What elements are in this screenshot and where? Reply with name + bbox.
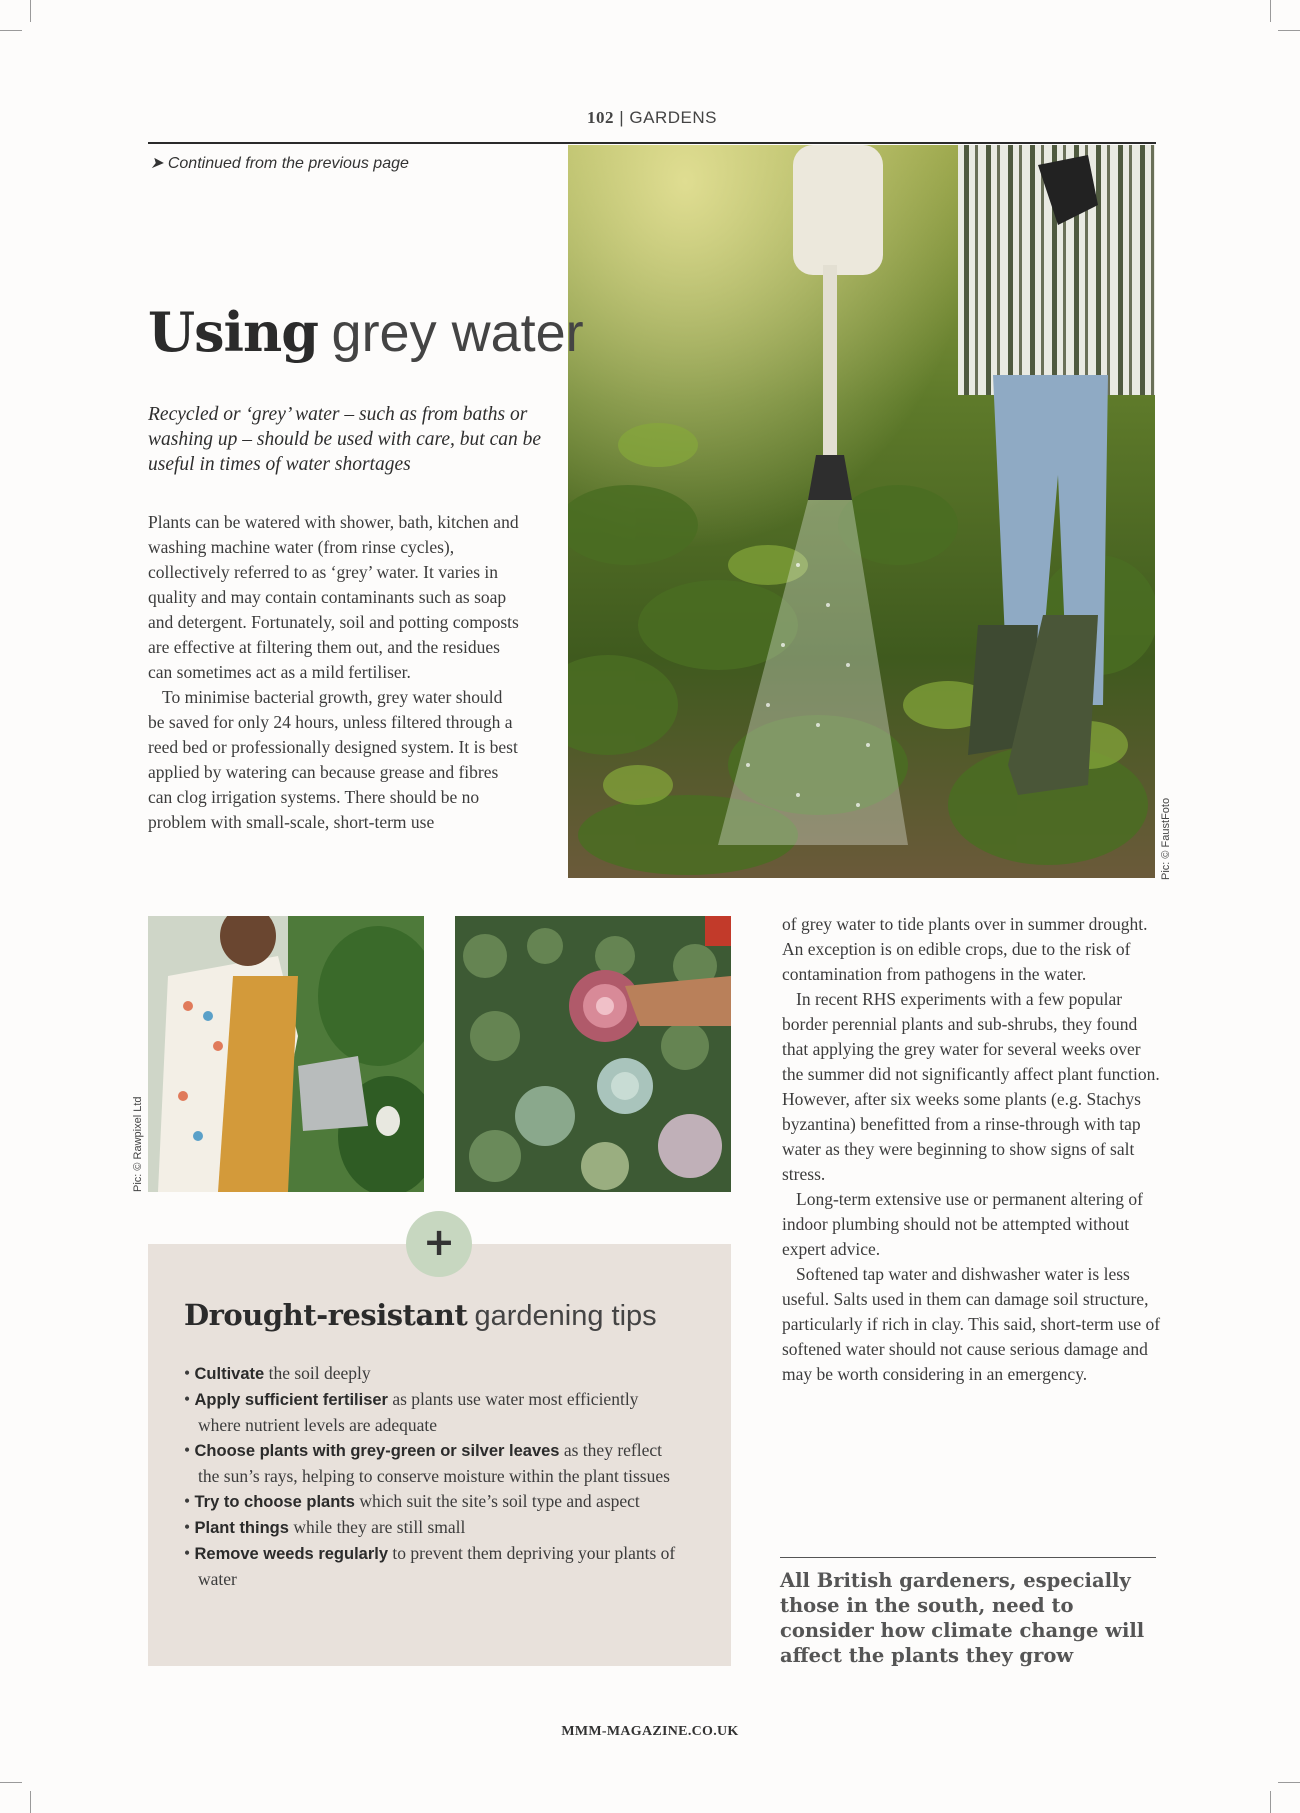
tips-heading-bold: Drought-resistant	[184, 1298, 468, 1332]
header-rule	[148, 142, 1156, 144]
tip-bold: Cultivate	[194, 1365, 265, 1383]
tip-text: the soil deeply	[264, 1363, 371, 1383]
crop-mark	[1278, 1782, 1300, 1783]
body-column-1	[148, 510, 520, 835]
tip-item: • Cultivate the soil deeply	[184, 1363, 371, 1383]
body-paragraph: In recent RHS experiments with a few popular border perennial plants and sub-shrubs, they found that applying the grey water for several weeks over the summer did not significantly affect plant function. However, after six weeks some plants (e.g. Stachys byzantina) benefitted from a rinse-through with tap water as they were beginning to show signs of salt stress.	[782, 989, 1160, 1184]
body-paragraph: To minimise bacterial growth, grey water should be saved for only 24 hours, unless filtered through a reed bed or professionally designed system. It is best applied by watering can because grease and fibres can clog irrigation systems. There should be no problem with small-scale, short-term use	[148, 687, 518, 832]
tip-item: • Remove weeds regularly to prevent them depriving your plants of water	[184, 1543, 676, 1589]
tips-list	[184, 1361, 684, 1592]
headline-light: grey water	[331, 303, 584, 363]
tip-text: as they reflect the sun’s rays, helping to conserve moisture within the plant tissues	[198, 1440, 670, 1486]
body-paragraph: of grey water to tide plants over in summer drought. An exception is on edible crops, due to the risk of contamination from pathogens in the water.	[782, 914, 1148, 984]
headline-bold: Using	[148, 300, 319, 364]
tip-item: • Apply sufficient fertiliser as plants use water most efficiently where nutrient levels are adequate	[184, 1389, 639, 1435]
body-paragraph: Plants can be watered with shower, bath, kitchen and washing machine water (from rinse cycles), collectively referred to as ‘grey’ water. It varies in quality and may contain contaminants such as soap and detergent. Fortunately, soil and potting composts are effective at filtering them out, and the residues can sometimes act as a mild fertiliser.	[148, 512, 519, 682]
tip-item: • Plant things while they are still small	[184, 1517, 466, 1537]
tip-bold: Apply sufficient fertiliser	[194, 1391, 388, 1409]
tip-bold: Try to choose plants	[194, 1493, 355, 1511]
header-separator: |	[619, 108, 625, 127]
standfirst: Recycled or ‘grey’ water – such as from baths or washing up – should be used with care, but can be useful in times of water shortages	[148, 404, 542, 475]
tip-item: • Try to choose plants which suit the site’s soil type and aspect	[184, 1491, 640, 1511]
succulents-photo	[455, 916, 731, 1192]
gardener-photo	[148, 916, 424, 1192]
crop-mark	[1270, 1791, 1271, 1813]
tips-heading-light: gardening tips	[474, 1300, 657, 1332]
article-headline	[148, 300, 584, 364]
crop-mark	[30, 0, 31, 22]
tip-item: • Choose plants with grey-green or silver leaves as they reflect the sun’s rays, helping to conserve moisture within the plant tissues	[184, 1440, 670, 1486]
photo-credit-small: Pic: © Rawpixel Ltd	[132, 1096, 144, 1192]
watering-can-photo	[568, 145, 1155, 878]
tip-text: to prevent them depriving your plants of water	[198, 1543, 676, 1589]
body-paragraph: Softened tap water and dishwasher water is less useful. Salts used in them can damage soil structure, particularly if rich in clay. This said, short-term use of softened water should not cause serious damage and may be worth considering in an emergency.	[782, 1264, 1161, 1384]
tip-bold: Choose plants with grey-green or silver leaves	[194, 1442, 560, 1460]
section-name: GARDENS	[629, 108, 717, 127]
tip-text: while they are still small	[288, 1517, 466, 1537]
pullquote: All British gardeners, especially those in the south, need to consider how climate change will affect the plants they grow	[780, 1569, 1145, 1667]
continued-note: ➤ Continued from the previous page	[150, 155, 409, 172]
crop-mark	[0, 30, 22, 31]
tip-bold: Remove weeds regularly	[194, 1545, 389, 1563]
crop-mark	[30, 1791, 31, 1813]
tip-text: as plants use water most efficiently where nutrient levels are adequate	[198, 1389, 639, 1435]
tips-heading	[184, 1298, 657, 1333]
footer-url[interactable]: MMM-MAGAZINE.CO.UK	[561, 1724, 739, 1739]
crop-mark	[0, 1782, 22, 1783]
pullquote-rule	[780, 1557, 1156, 1558]
body-paragraph: Long-term extensive use or permanent altering of indoor plumbing should not be attempted without expert advice.	[782, 1189, 1143, 1259]
tip-bold: Plant things	[194, 1519, 289, 1537]
page-header	[148, 108, 1156, 128]
body-column-2	[782, 912, 1162, 1387]
crop-mark	[1270, 0, 1271, 22]
crop-mark	[1278, 30, 1300, 31]
tip-text: which suit the site’s soil type and aspect	[354, 1491, 640, 1511]
plus-icon: +	[406, 1211, 472, 1277]
photo-credit-main: Pic: © FaustFoto	[1160, 797, 1172, 880]
page-number: 102	[587, 108, 615, 127]
